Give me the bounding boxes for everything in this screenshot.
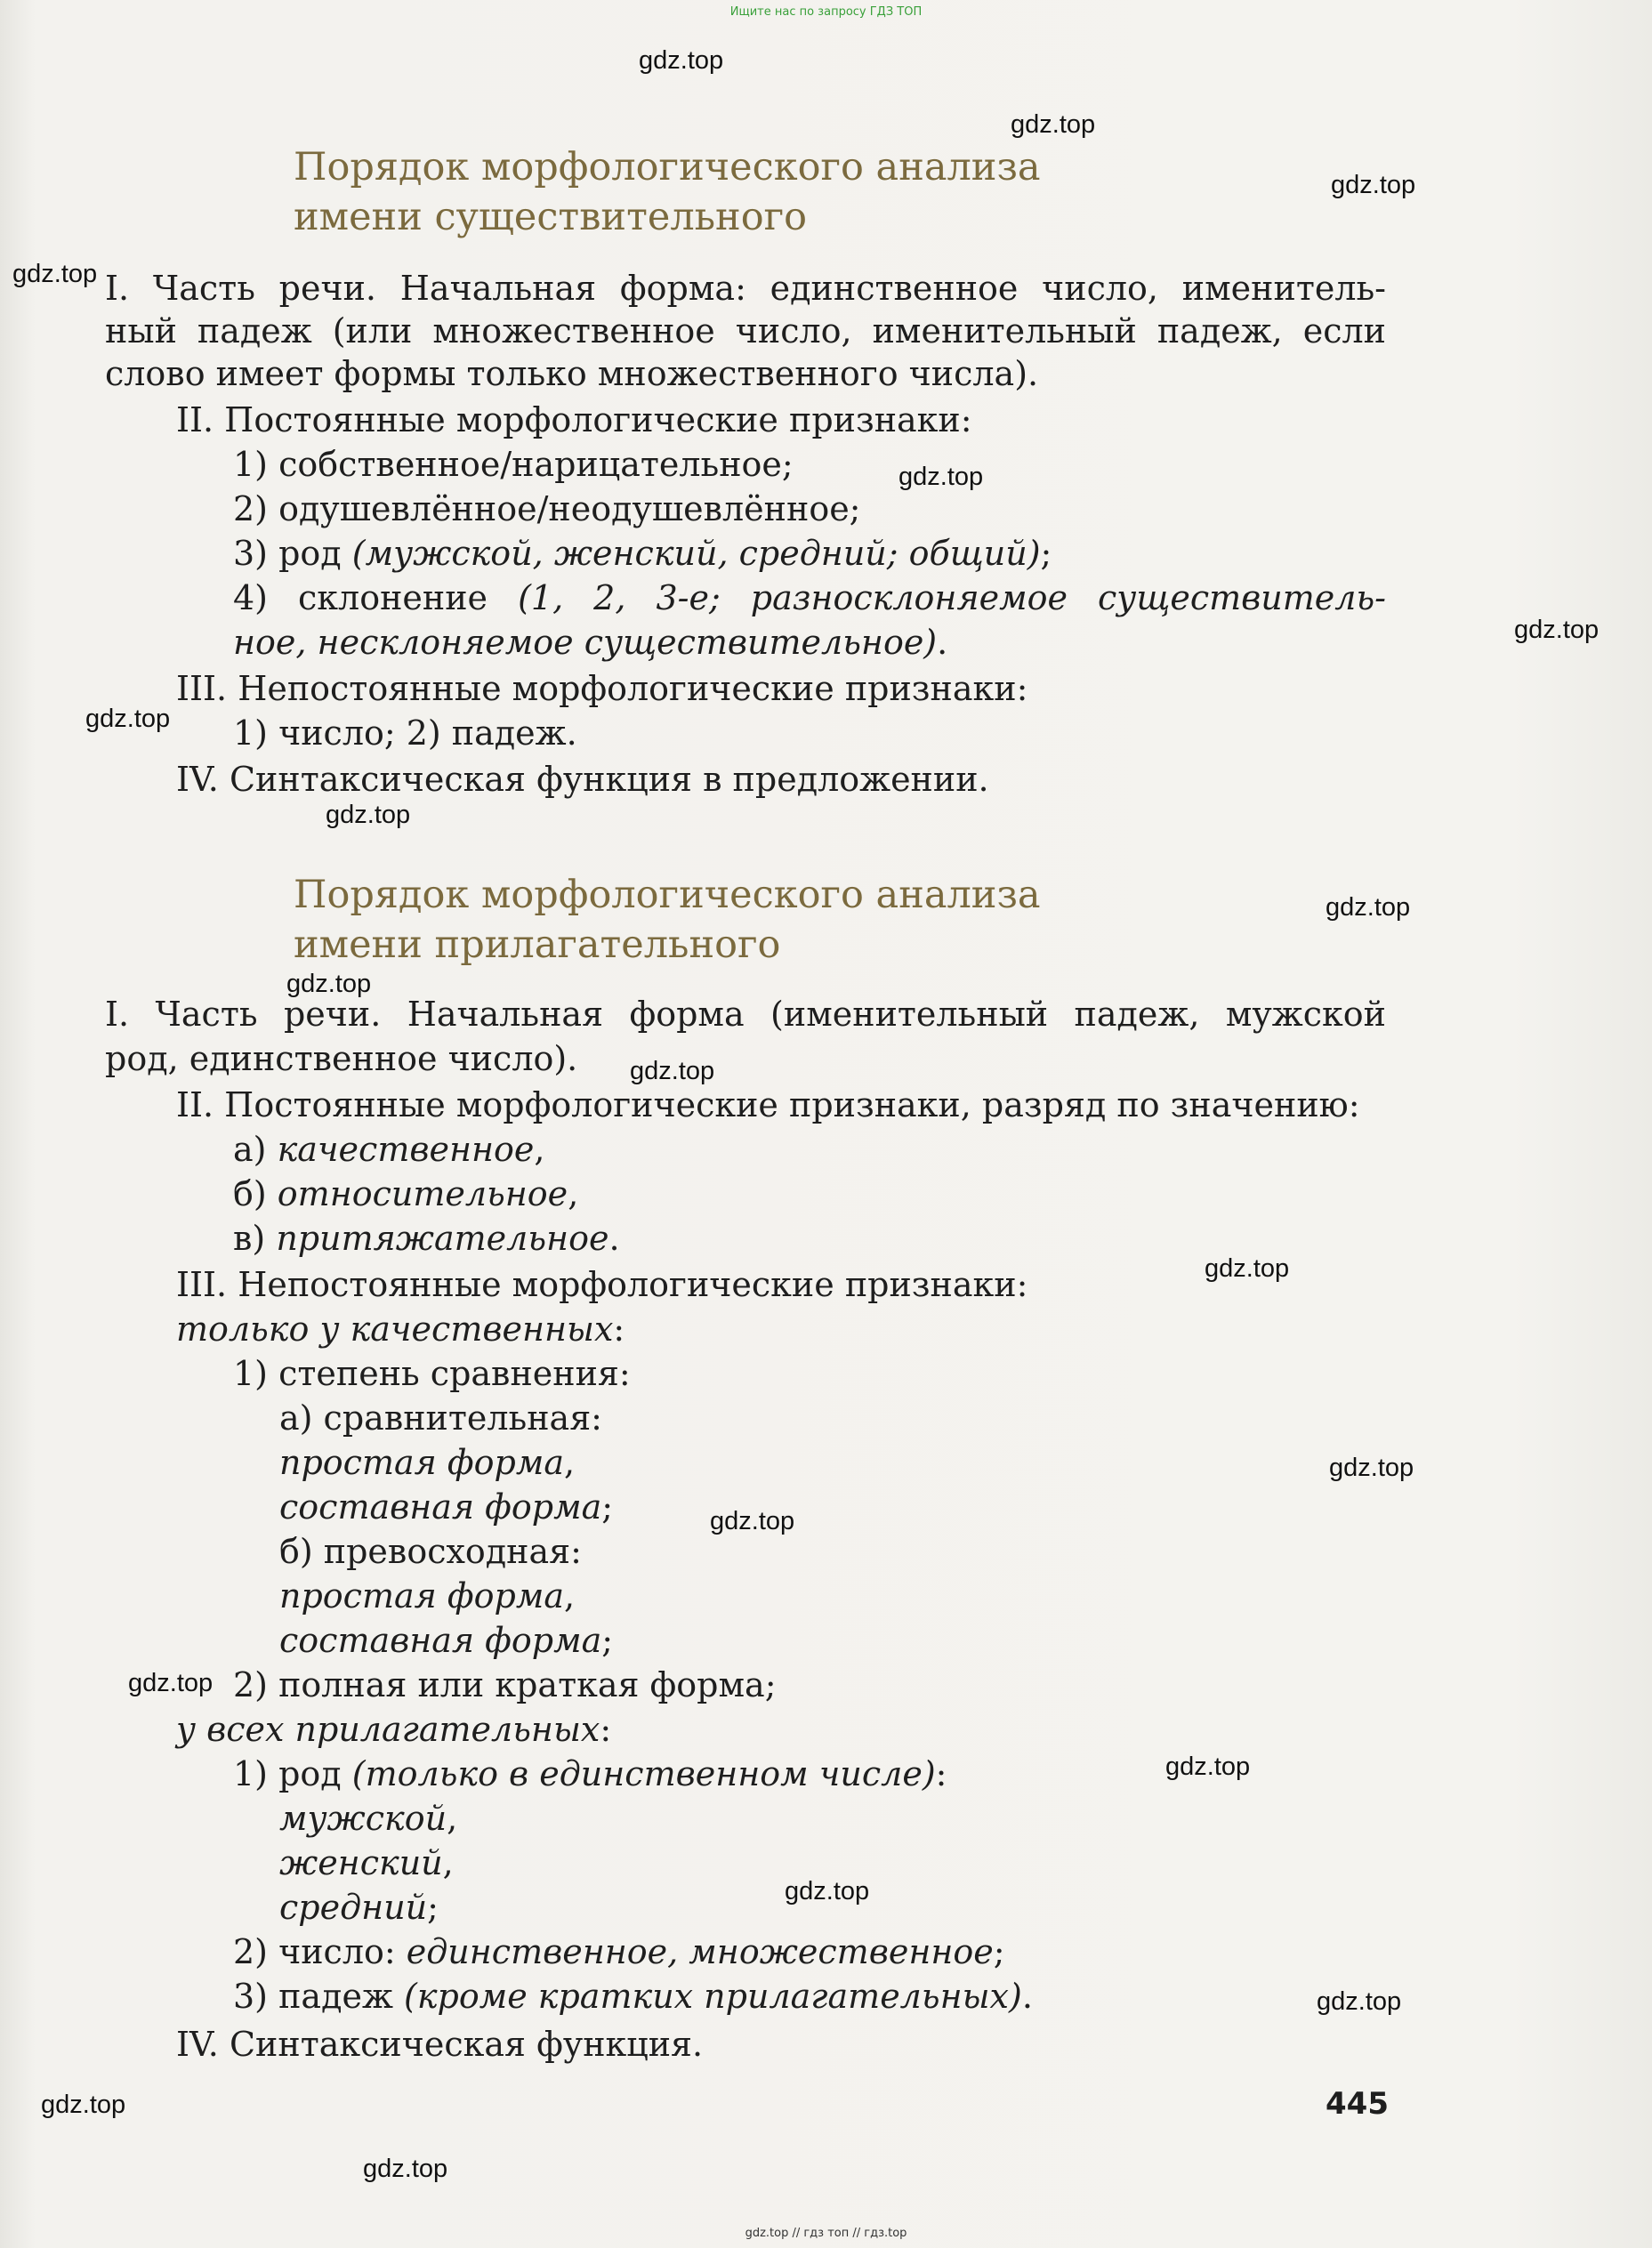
section2-gender: 1) род (только в единственном числе): xyxy=(233,1754,947,1793)
watermark: gdz.top xyxy=(639,46,724,75)
watermark: gdz.top xyxy=(1326,893,1411,922)
section1-p2-item1: 1) собственное/нарицательное; xyxy=(233,445,794,484)
section2-comparative-compound: составная форма; xyxy=(279,1487,614,1527)
watermark: gdz.top xyxy=(286,970,372,998)
watermark: gdz.top xyxy=(1205,1254,1290,1283)
section2-p3-all-adjectives: у всех прилагательных: xyxy=(176,1710,612,1749)
watermark: gdz.top xyxy=(128,1669,214,1697)
watermark: gdz.top xyxy=(1011,110,1096,139)
section2-p3: III. Непостоянные морфологические признаки: xyxy=(176,1265,1028,1304)
section2-title-line1: Порядок морфологического анализа xyxy=(294,873,1041,917)
section2-gender-fem: женский, xyxy=(279,1843,454,1882)
watermark: gdz.top xyxy=(363,2155,448,2183)
section1-p3: III. Непостоянные морфологические признаки: xyxy=(176,669,1028,708)
section2-p1-line2: род, единственное число). xyxy=(105,1039,578,1078)
section2-p2-c: в) притяжательное. xyxy=(233,1219,620,1258)
watermark: gdz.top xyxy=(1165,1752,1251,1781)
section1-title-line1: Порядок морфологического анализа xyxy=(294,145,1041,189)
section2-p2: II. Постоянные морфологические признаки, разряд по значению: xyxy=(176,1085,1360,1124)
section2-comparative-simple: простая форма, xyxy=(279,1443,576,1482)
section2-p3-only-qualitative: только у качественных: xyxy=(176,1309,625,1349)
section1-p2-item3: 3) род (мужской, женский, средний; общий); xyxy=(233,534,1052,573)
watermark: gdz.top xyxy=(41,2091,126,2119)
watermark: gdz.top xyxy=(85,705,171,733)
page-number: 445 xyxy=(1326,2086,1389,2122)
section2-comparative: а) сравнительная: xyxy=(279,1398,602,1438)
section2-superlative-simple: простая форма, xyxy=(279,1576,576,1615)
section1-p1-line3: слово имеет формы только множественного числа). xyxy=(105,354,1039,393)
watermark: gdz.top xyxy=(899,463,984,491)
section2-p2-b: б) относительное, xyxy=(233,1174,579,1213)
watermark: gdz.top xyxy=(12,260,98,288)
section2-case: 3) падеж (кроме кратких прилагательных). xyxy=(233,1977,1033,2016)
section1-p2: II. Постоянные морфологические признаки: xyxy=(176,400,972,439)
section1-p2-item4-cont: ное, несклоняемое существительное). xyxy=(233,623,948,662)
section1-title-line2: имени существительного xyxy=(294,195,808,239)
watermark: gdz.top xyxy=(785,1877,870,1906)
section1-p2-item2: 2) одушевлённое/неодушевлённое; xyxy=(233,489,861,528)
section2-p3-item2: 2) полная или краткая форма; xyxy=(233,1665,777,1704)
section2-p3-item1: 1) степень сравнения: xyxy=(233,1354,631,1393)
watermark: gdz.top xyxy=(1331,171,1416,199)
watermark: gdz.top xyxy=(1329,1454,1414,1482)
section2-gender-neut: средний; xyxy=(279,1888,439,1927)
section2-superlative-compound: составная форма; xyxy=(279,1621,614,1660)
section1-p1-line2: ный падеж (или множественное число, именительный падеж, если xyxy=(105,311,1386,350)
section2-gender-masc: мужской, xyxy=(279,1799,458,1838)
section2-p1-line1: I. Часть речи. Начальная форма (именительный падеж, мужской xyxy=(105,995,1386,1034)
watermark: gdz.top xyxy=(1317,1987,1402,2016)
watermark: gdz.top xyxy=(710,1507,795,1535)
section2-p4: IV. Синтаксическая функция. xyxy=(176,2025,704,2064)
top-banner[interactable]: Ищите нас по запросу ГДЗ ТОП xyxy=(729,5,923,19)
section1-p1-line1: I. Часть речи. Начальная форма: единственное число, именитель- xyxy=(105,269,1386,308)
section2-p2-a: а) качественное, xyxy=(233,1130,545,1169)
section1-p4: IV. Синтаксическая функция в предложении. xyxy=(176,760,989,799)
section2-number: 2) число: единственное, множественное; xyxy=(233,1932,1005,1971)
section2-title-line2: имени прилагательного xyxy=(294,923,781,967)
watermark: gdz.top xyxy=(630,1057,715,1085)
footer-links[interactable]: gdz.top // гдз топ // гдз.top xyxy=(745,2227,907,2240)
section1-p2-item4: 4) склонение (1, 2, 3-е; разносклоняемое существитель- xyxy=(233,578,1386,617)
watermark: gdz.top xyxy=(326,801,411,829)
watermark: gdz.top xyxy=(1514,616,1600,644)
section2-superlative: б) превосходная: xyxy=(279,1532,582,1571)
section1-p3-item1: 1) число; 2) падеж. xyxy=(233,713,577,753)
